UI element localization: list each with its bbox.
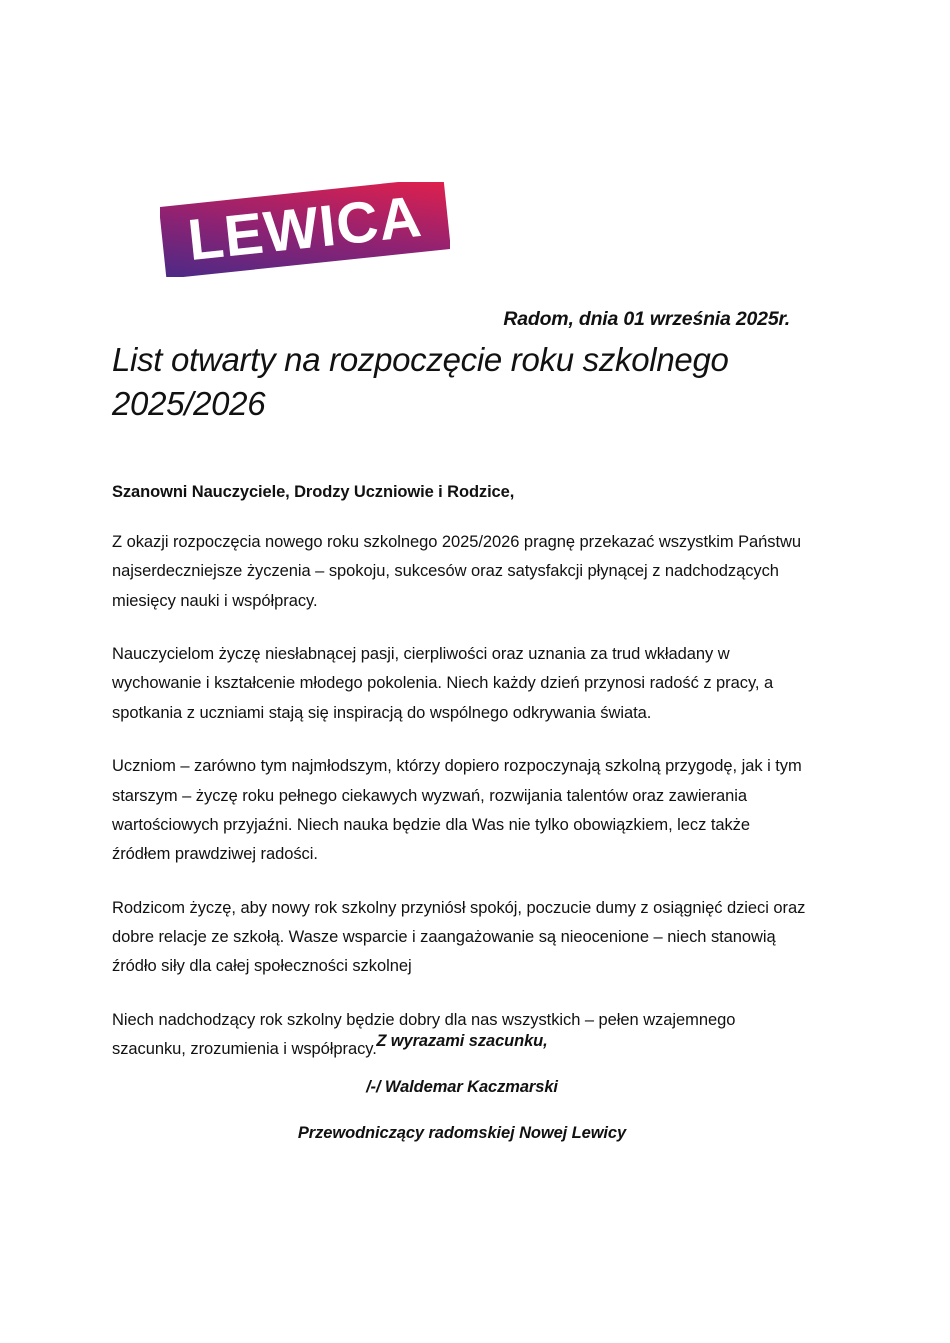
paragraph-2: Nauczycielom życzę niesłabnącej pasji, cierpliwości oraz uznania za trud wkładany w wychowanie i kształcenie młodego pokolenia. Niech każdy dzień przynosi radość z pracy, a spotkania z uczniami stają się inspiracją do wspólnego odkrywania świata. xyxy=(112,645,774,722)
lewica-logo xyxy=(160,182,450,277)
signature-closing: Z wyrazami szacunku, xyxy=(376,1032,548,1050)
salutation: Szanowni Nauczyciele, Drodzy Uczniowie i Rodzice, xyxy=(112,483,515,501)
page-title: List otwarty na rozpoczęcie roku szkolnego 2025/2026 xyxy=(112,341,729,422)
signature-role: Przewodniczący radomskiej Nowej Lewicy xyxy=(297,1124,627,1142)
date-line: Radom, dnia 01 września 2025r. xyxy=(503,308,790,330)
paragraph-3: Uczniom – zarówno tym najmłodszym, którzy dopiero rozpoczynają szkolną przygodę, jak i tym starszym – życzę roku pełnego ciekawych wyzwań, rozwijania talentów oraz zawierania wartościowych przyjaźni. Niech nauka będzie dla Was nie tylko obowiązkiem, lecz także źródłem prawdziwej radości. xyxy=(112,757,802,864)
paragraph-4: Rodzicom życzę, aby nowy rok szkolny przyniósł spokój, poczucie dumy z osiągnięć dzieci oraz dobre relacje ze szkołą. Wasze wsparcie i zaangażowanie są nieocenione – niech stanowią źródło siły dla całej społeczności szkolnej xyxy=(112,898,806,976)
paragraph-1: Z okazji rozpoczęcia nowego roku szkolnego 2025/2026 pragnę przekazać wszystkim Państwu najserdeczniejsze życzenia – spokoju, sukcesów oraz satysfakcji płynącej z nadchodzących miesięcy nauki i współpracy. xyxy=(112,533,802,610)
paragraph-5: Niech nadchodzący rok szkolny będzie dobry dla nas wszystkich – pełen wzajemnego szacunku, zrozumienia i współpracy. xyxy=(112,1010,736,1059)
signature-block xyxy=(112,1032,812,1143)
signature-name: /-/ Waldemar Kaczmarski xyxy=(366,1078,558,1096)
letter-body xyxy=(112,483,812,1088)
svg-text:LEWICA: LEWICA xyxy=(184,183,426,274)
